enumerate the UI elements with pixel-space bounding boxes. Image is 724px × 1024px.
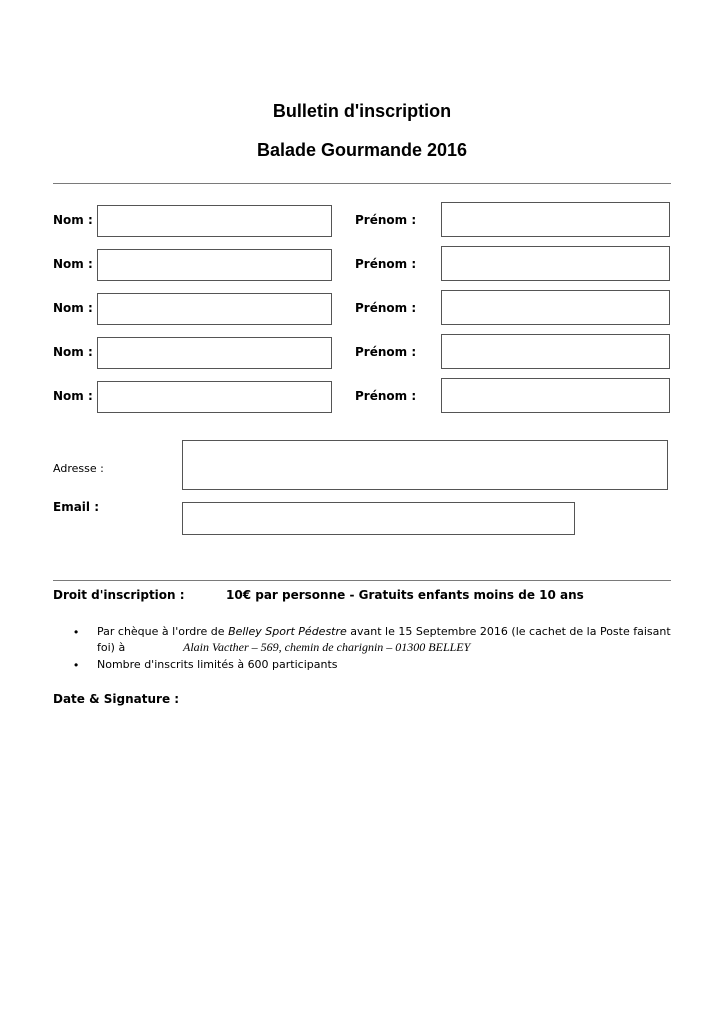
prenom-field[interactable] xyxy=(441,246,670,281)
page-subtitle: Balade Gourmande 2016 xyxy=(256,140,468,160)
prenom-field[interactable] xyxy=(441,290,670,325)
nom-label: Nom : xyxy=(53,257,93,271)
nom-label: Nom : xyxy=(53,345,93,359)
signature-label: Date & Signature : xyxy=(53,692,180,706)
prenom-label: Prénom : xyxy=(355,345,417,359)
fee-label: Droit d'inscription : xyxy=(53,588,185,602)
nom-label: Nom : xyxy=(53,301,93,315)
nom-field[interactable] xyxy=(97,293,332,325)
email-field[interactable] xyxy=(182,502,575,535)
prenom-field[interactable] xyxy=(441,334,670,369)
prenom-label: Prénom : xyxy=(355,257,417,271)
page-title: Bulletin d'inscription xyxy=(272,101,452,121)
nom-field[interactable] xyxy=(97,381,332,413)
participant-limit-note: Nombre d'inscrits limités à 600 participants xyxy=(97,658,338,671)
prenom-label: Prénom : xyxy=(355,301,417,315)
payment-note xyxy=(97,625,671,638)
adresse-field[interactable] xyxy=(182,440,668,490)
prenom-label: Prénom : xyxy=(355,389,417,403)
nom-field[interactable] xyxy=(97,205,332,237)
bullet-1: • xyxy=(74,625,79,639)
prenom-field[interactable] xyxy=(441,378,670,413)
nom-label: Nom : xyxy=(53,389,93,403)
payment-prefix: Par chèque à l'ordre de xyxy=(97,625,229,638)
nom-field[interactable] xyxy=(97,337,332,369)
prenom-label: Prénom : xyxy=(355,213,417,227)
email-label: Email : xyxy=(53,500,100,514)
bullet-2: • xyxy=(74,658,79,672)
adresse-label: Adresse : xyxy=(53,462,104,475)
payment-suffix: avant le 15 Septembre 2016 (le cachet de la Poste faisant xyxy=(346,625,671,638)
fee-value: 10€ par personne - Gratuits enfants moins de 10 ans xyxy=(226,588,584,602)
prenom-field[interactable] xyxy=(441,202,670,237)
nom-label: Nom : xyxy=(53,213,93,227)
top-divider xyxy=(53,183,671,184)
payment-note-line2: foi) à xyxy=(97,641,126,654)
middle-divider xyxy=(53,580,671,581)
nom-field[interactable] xyxy=(97,249,332,281)
payee-name: Belley Sport Pédestre xyxy=(228,625,347,638)
mailing-address: Alain Vacther – 569, chemin de charignin – 01300 BELLEY xyxy=(183,640,471,654)
